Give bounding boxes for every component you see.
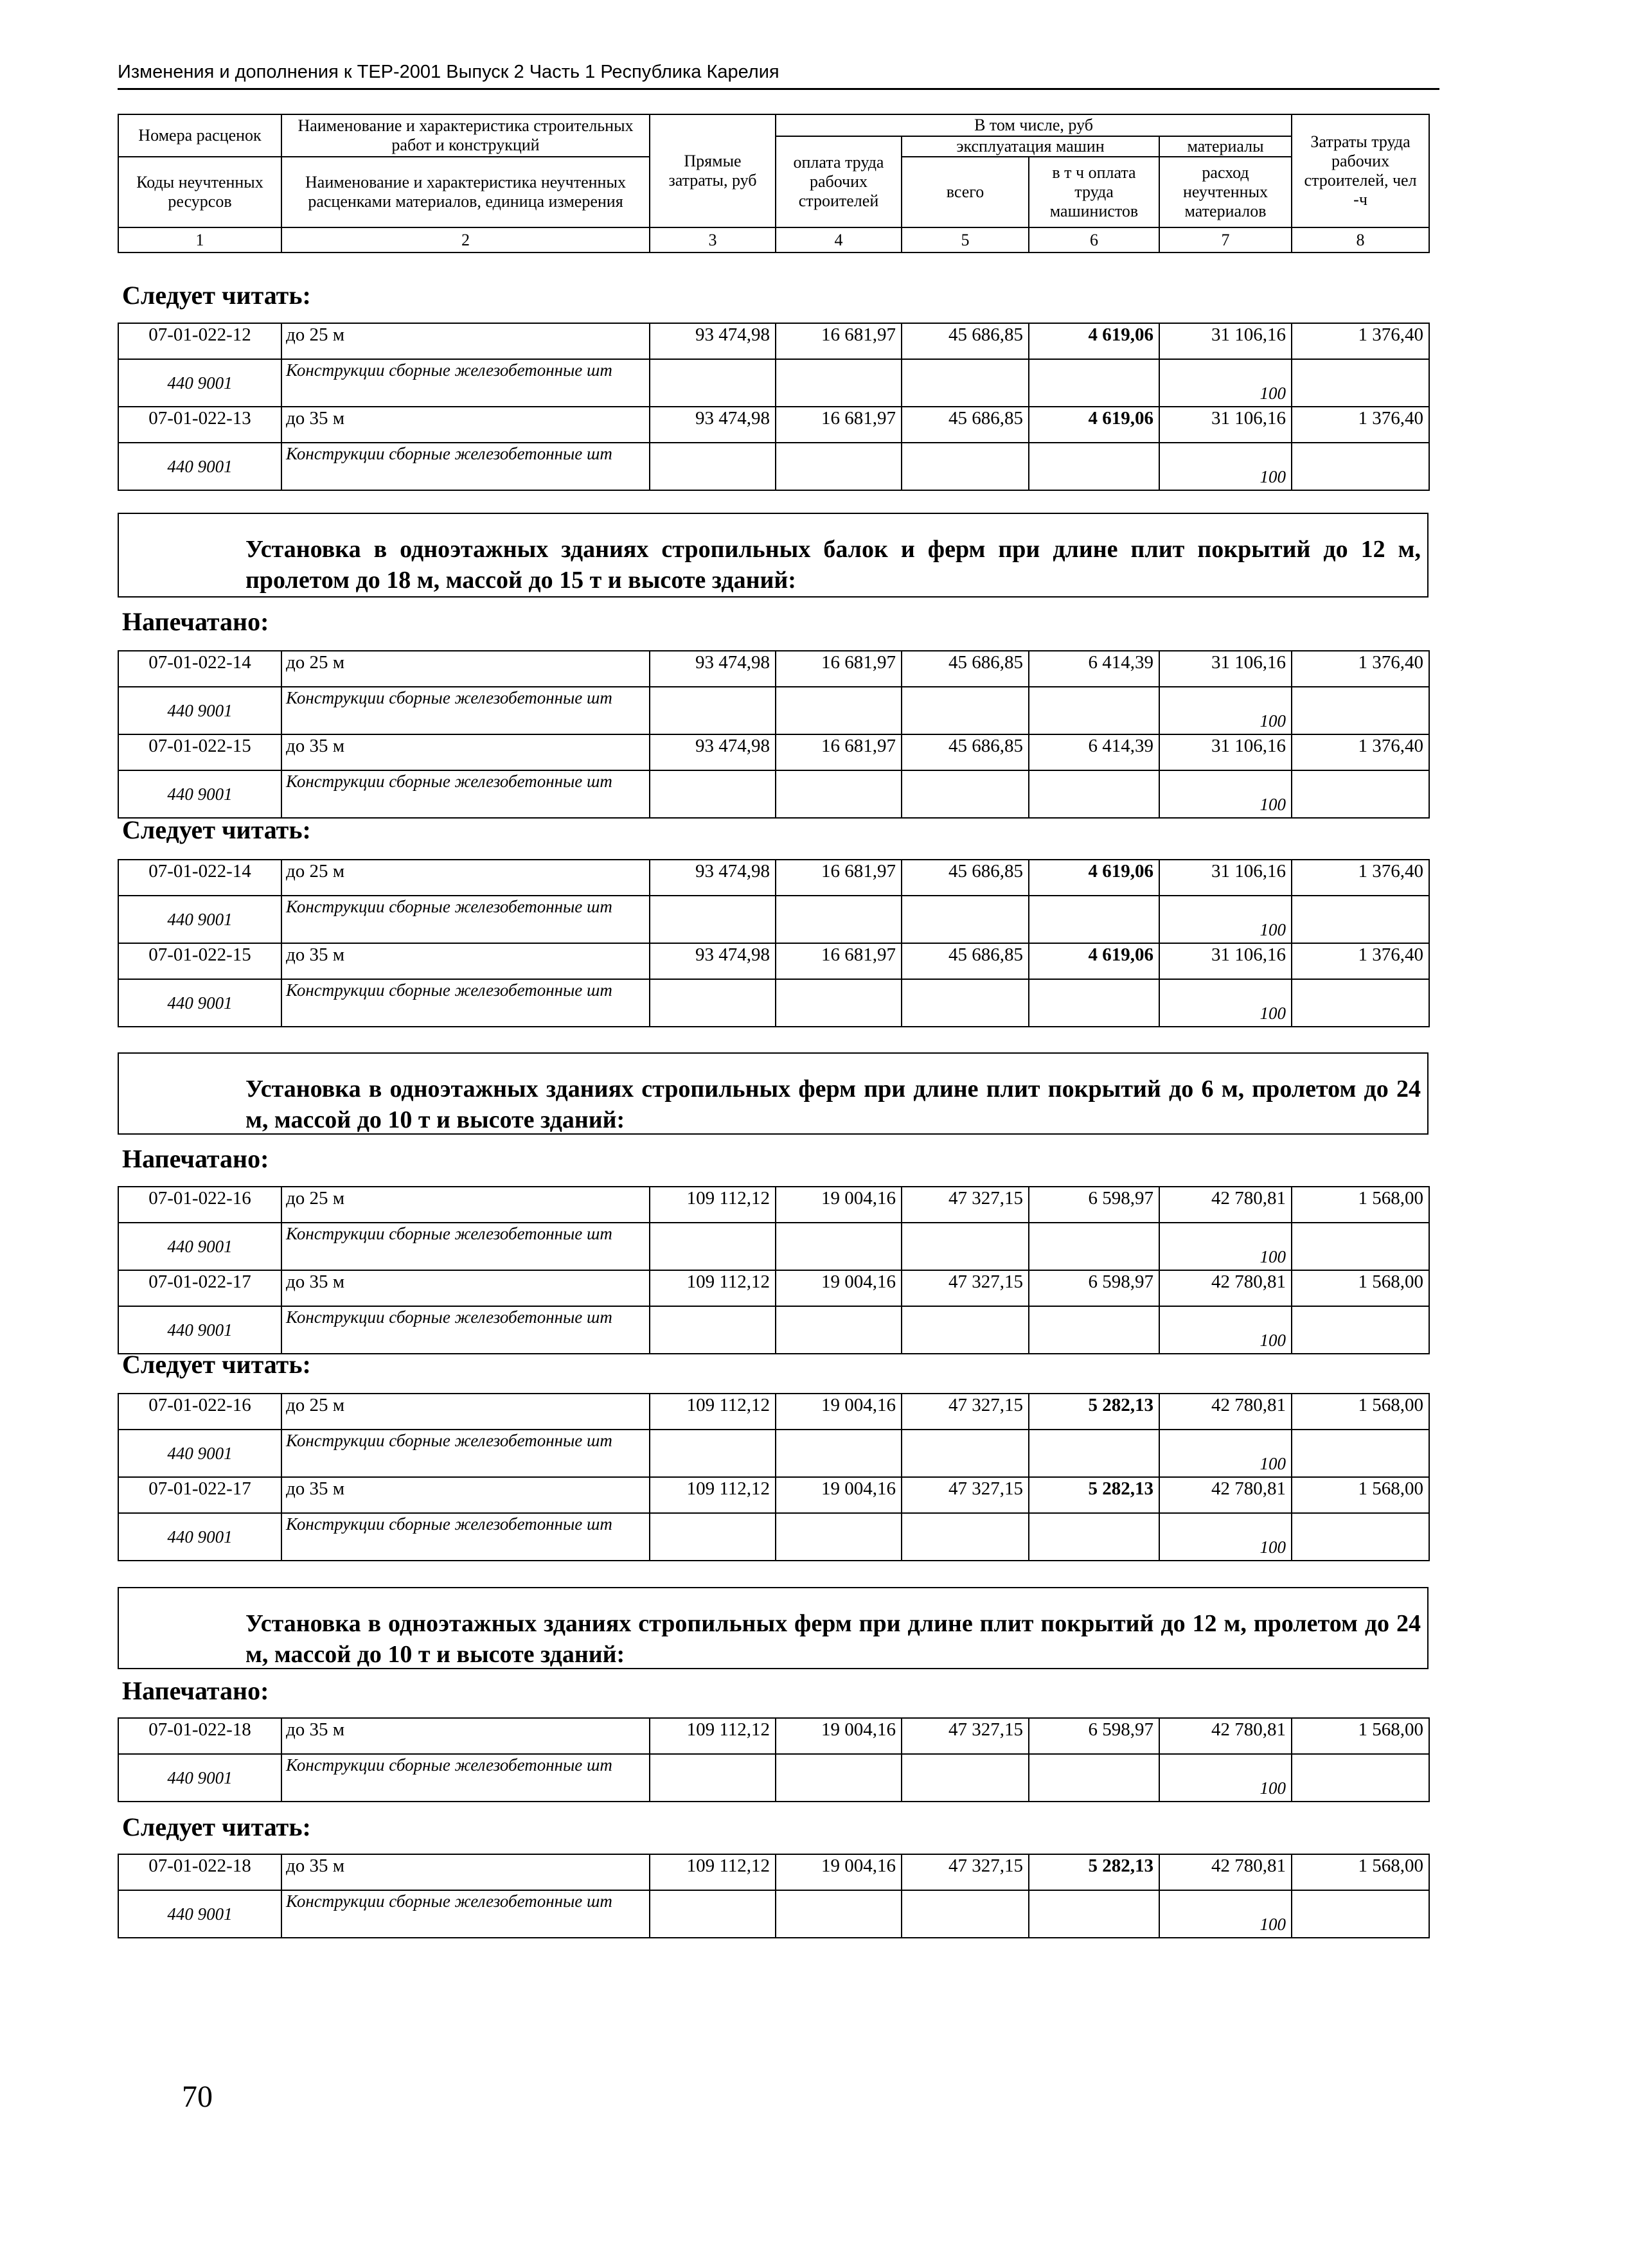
- rates-table: [118, 1717, 1430, 1802]
- work-name: до 35 м: [281, 1270, 650, 1306]
- table-row: [118, 1187, 1429, 1223]
- table-row: [118, 943, 1429, 979]
- machinists-pay: 4 619,06: [1029, 860, 1159, 896]
- empty-cell: [1029, 1890, 1159, 1938]
- empty-cell: [902, 1754, 1029, 1802]
- resource-quantity: 100: [1159, 1890, 1292, 1938]
- work-name: до 25 м: [281, 651, 650, 687]
- machinists-pay: 6 598,97: [1029, 1718, 1159, 1754]
- resource-code: 440 9001: [118, 687, 281, 734]
- resource-row: [118, 1430, 1429, 1477]
- empty-cell: [902, 1890, 1029, 1938]
- machines-total: 47 327,15: [902, 1477, 1029, 1513]
- labor-pay: 16 681,97: [776, 943, 902, 979]
- empty-cell: [776, 1754, 902, 1802]
- col-num: 3: [650, 227, 776, 252]
- labor-cost: 1 568,00: [1292, 1477, 1429, 1513]
- machines-total: 45 686,85: [902, 651, 1029, 687]
- col-materials: материалы: [1159, 136, 1292, 157]
- resource-quantity: 100: [1159, 687, 1292, 734]
- label-read-as: Следует читать:: [122, 1350, 311, 1379]
- col-rate-number: Номера расценок: [118, 114, 281, 157]
- labor-pay: 16 681,97: [776, 407, 902, 443]
- materials: 42 780,81: [1159, 1187, 1292, 1223]
- empty-cell: [1029, 1754, 1159, 1802]
- empty-cell: [1292, 1890, 1429, 1938]
- empty-cell: [902, 979, 1029, 1027]
- empty-cell: [1292, 359, 1429, 407]
- resource-code: 440 9001: [118, 443, 281, 490]
- labor-cost: 1 568,00: [1292, 1187, 1429, 1223]
- materials: 31 106,16: [1159, 323, 1292, 359]
- empty-cell: [776, 1513, 902, 1561]
- machinists-pay: 6 598,97: [1029, 1270, 1159, 1306]
- materials: 42 780,81: [1159, 1270, 1292, 1306]
- col-num: 4: [776, 227, 902, 252]
- col-num: 7: [1159, 227, 1292, 252]
- table-row: [118, 1854, 1429, 1890]
- resource-name: Конструкции сборные железобетонные шт: [281, 770, 650, 818]
- resource-name: Конструкции сборные железобетонные шт: [281, 1890, 650, 1938]
- empty-cell: [650, 979, 776, 1027]
- resource-quantity: 100: [1159, 443, 1292, 490]
- rates-table: [118, 859, 1430, 1027]
- machines-total: 47 327,15: [902, 1270, 1029, 1306]
- empty-cell: [1029, 359, 1159, 407]
- table-row: [118, 734, 1429, 770]
- work-name: до 35 м: [281, 407, 650, 443]
- empty-cell: [776, 770, 902, 818]
- machinists-pay: 4 619,06: [1029, 943, 1159, 979]
- resource-row: [118, 359, 1429, 407]
- col-machines-total: всего: [902, 157, 1029, 227]
- col-including: В том числе, руб: [776, 114, 1292, 136]
- label-read-as: Следует читать:: [122, 815, 311, 844]
- table-row: [118, 323, 1429, 359]
- labor-pay: 16 681,97: [776, 734, 902, 770]
- rate-code: 07-01-022-18: [118, 1854, 281, 1890]
- section-title: Установка в одноэтажных зданиях стропильных балок и ферм при длине плит покрытий до 12 м, пролетом до 18 м, массой до 15 т и высоте зданий:: [118, 513, 1429, 598]
- direct-cost: 109 112,12: [650, 1477, 776, 1513]
- empty-cell: [902, 1306, 1029, 1354]
- resource-row: [118, 896, 1429, 943]
- rate-code: 07-01-022-16: [118, 1394, 281, 1430]
- rate-code: 07-01-022-15: [118, 943, 281, 979]
- direct-cost: 93 474,98: [650, 860, 776, 896]
- materials: 42 780,81: [1159, 1718, 1292, 1754]
- work-name: до 35 м: [281, 734, 650, 770]
- empty-cell: [1292, 1754, 1429, 1802]
- resource-row: [118, 1890, 1429, 1938]
- rates-table: [118, 650, 1430, 819]
- empty-cell: [650, 1890, 776, 1938]
- direct-cost: 93 474,98: [650, 323, 776, 359]
- resource-code: 440 9001: [118, 1430, 281, 1477]
- direct-cost: 93 474,98: [650, 943, 776, 979]
- section-title: Установка в одноэтажных зданиях стропильных ферм при длине плит покрытий до 12 м, пролетом до 24 м, массой до 10 т и высоте зданий:: [118, 1587, 1429, 1669]
- labor-pay: 19 004,16: [776, 1187, 902, 1223]
- machinists-pay: 5 282,13: [1029, 1854, 1159, 1890]
- col-num: 5: [902, 227, 1029, 252]
- running-header: Изменения и дополнения к ТЕР-2001 Выпуск 2 Часть 1 Республика Карелия: [118, 62, 779, 82]
- col-num: 2: [281, 227, 650, 252]
- machinists-pay: 6 414,39: [1029, 734, 1159, 770]
- table-row: [118, 1718, 1429, 1754]
- resource-code: 440 9001: [118, 1513, 281, 1561]
- empty-cell: [776, 1306, 902, 1354]
- label-read-as: Следует читать:: [122, 1812, 311, 1841]
- labor-cost: 1 568,00: [1292, 1394, 1429, 1430]
- table-row: [118, 407, 1429, 443]
- labor-cost: 1 376,40: [1292, 323, 1429, 359]
- empty-cell: [902, 1223, 1029, 1270]
- label-read-as: Следует читать:: [122, 281, 311, 310]
- resource-name: Конструкции сборные железобетонные шт: [281, 1223, 650, 1270]
- rates-table: [118, 1854, 1430, 1938]
- labor-pay: 16 681,97: [776, 651, 902, 687]
- resource-name: Конструкции сборные железобетонные шт: [281, 896, 650, 943]
- rate-code: 07-01-022-14: [118, 651, 281, 687]
- col-num: 6: [1029, 227, 1159, 252]
- empty-cell: [1292, 1223, 1429, 1270]
- resource-name: Конструкции сборные железобетонные шт: [281, 359, 650, 407]
- resource-code: 440 9001: [118, 896, 281, 943]
- resource-row: [118, 1513, 1429, 1561]
- column-header-table: [118, 114, 1430, 253]
- empty-cell: [776, 443, 902, 490]
- col-labor-cost: Затраты труда рабочих строителей, чел -ч: [1292, 114, 1429, 227]
- resource-quantity: 100: [1159, 896, 1292, 943]
- materials: 31 106,16: [1159, 860, 1292, 896]
- materials: 31 106,16: [1159, 407, 1292, 443]
- rate-code: 07-01-022-13: [118, 407, 281, 443]
- resource-name: Конструкции сборные железобетонные шт: [281, 1513, 650, 1561]
- empty-cell: [650, 687, 776, 734]
- resource-row: [118, 770, 1429, 818]
- direct-cost: 109 112,12: [650, 1187, 776, 1223]
- rate-code: 07-01-022-14: [118, 860, 281, 896]
- empty-cell: [1029, 687, 1159, 734]
- empty-cell: [902, 359, 1029, 407]
- empty-cell: [1029, 896, 1159, 943]
- labor-cost: 1 568,00: [1292, 1718, 1429, 1754]
- machinists-pay: 5 282,13: [1029, 1477, 1159, 1513]
- direct-cost: 109 112,12: [650, 1854, 776, 1890]
- labor-pay: 16 681,97: [776, 323, 902, 359]
- resource-name: Конструкции сборные железобетонные шт: [281, 1754, 650, 1802]
- resource-quantity: 100: [1159, 1306, 1292, 1354]
- resource-code: 440 9001: [118, 979, 281, 1027]
- work-name: до 25 м: [281, 1187, 650, 1223]
- machinists-pay: 6 598,97: [1029, 1187, 1159, 1223]
- col-labor-pay: оплата труда рабочих строителей: [776, 136, 902, 227]
- resource-row: [118, 1754, 1429, 1802]
- empty-cell: [1029, 1513, 1159, 1561]
- empty-cell: [902, 443, 1029, 490]
- machines-total: 45 686,85: [902, 407, 1029, 443]
- empty-cell: [902, 687, 1029, 734]
- empty-cell: [902, 1513, 1029, 1561]
- table-row: [118, 860, 1429, 896]
- empty-cell: [650, 1754, 776, 1802]
- direct-cost: 93 474,98: [650, 734, 776, 770]
- table-row: [118, 1270, 1429, 1306]
- labor-cost: 1 376,40: [1292, 651, 1429, 687]
- rate-code: 07-01-022-16: [118, 1187, 281, 1223]
- labor-cost: 1 376,40: [1292, 734, 1429, 770]
- empty-cell: [1292, 443, 1429, 490]
- labor-pay: 19 004,16: [776, 1477, 902, 1513]
- resource-name: Конструкции сборные железобетонные шт: [281, 1306, 650, 1354]
- rate-code: 07-01-022-15: [118, 734, 281, 770]
- resource-quantity: 100: [1159, 1513, 1292, 1561]
- machines-total: 45 686,85: [902, 943, 1029, 979]
- machinists-pay: 5 282,13: [1029, 1394, 1159, 1430]
- materials: 31 106,16: [1159, 651, 1292, 687]
- labor-pay: 16 681,97: [776, 860, 902, 896]
- machines-total: 47 327,15: [902, 1854, 1029, 1890]
- header-rule: [118, 88, 1439, 90]
- direct-cost: 109 112,12: [650, 1270, 776, 1306]
- empty-cell: [650, 896, 776, 943]
- machines-total: 47 327,15: [902, 1718, 1029, 1754]
- col-num: 1: [118, 227, 281, 252]
- resource-name: Конструкции сборные железобетонные шт: [281, 1430, 650, 1477]
- empty-cell: [1292, 1306, 1429, 1354]
- rates-table: [118, 1186, 1430, 1354]
- empty-cell: [1292, 1513, 1429, 1561]
- col-work-name: Наименование и характеристика строительных работ и конструкций: [281, 114, 650, 157]
- resource-row: [118, 687, 1429, 734]
- empty-cell: [776, 979, 902, 1027]
- resource-code: 440 9001: [118, 1890, 281, 1938]
- work-name: до 35 м: [281, 1718, 650, 1754]
- materials: 42 780,81: [1159, 1477, 1292, 1513]
- resource-code: 440 9001: [118, 770, 281, 818]
- empty-cell: [902, 896, 1029, 943]
- labor-cost: 1 568,00: [1292, 1270, 1429, 1306]
- work-name: до 25 м: [281, 1394, 650, 1430]
- label-printed: Напечатано:: [122, 1676, 269, 1705]
- machines-total: 47 327,15: [902, 1187, 1029, 1223]
- empty-cell: [1029, 1306, 1159, 1354]
- resource-name: Конструкции сборные железобетонные шт: [281, 979, 650, 1027]
- direct-cost: 109 112,12: [650, 1718, 776, 1754]
- work-name: до 35 м: [281, 1854, 650, 1890]
- empty-cell: [1029, 979, 1159, 1027]
- direct-cost: 93 474,98: [650, 651, 776, 687]
- materials: 31 106,16: [1159, 943, 1292, 979]
- resource-quantity: 100: [1159, 1223, 1292, 1270]
- col-resource-name: Наименование и характеристика неучтенных расценками материалов, единица измерения: [281, 157, 650, 227]
- rate-code: 07-01-022-18: [118, 1718, 281, 1754]
- materials: 42 780,81: [1159, 1394, 1292, 1430]
- resource-code: 440 9001: [118, 1754, 281, 1802]
- empty-cell: [650, 359, 776, 407]
- resource-row: [118, 1306, 1429, 1354]
- resource-row: [118, 443, 1429, 490]
- label-printed: Напечатано:: [122, 1144, 269, 1173]
- labor-cost: 1 568,00: [1292, 1854, 1429, 1890]
- direct-cost: 93 474,98: [650, 407, 776, 443]
- labor-pay: 19 004,16: [776, 1270, 902, 1306]
- empty-cell: [650, 1513, 776, 1561]
- resource-row: [118, 979, 1429, 1027]
- resource-quantity: 100: [1159, 1430, 1292, 1477]
- empty-cell: [902, 770, 1029, 818]
- resource-quantity: 100: [1159, 1754, 1292, 1802]
- labor-pay: 19 004,16: [776, 1718, 902, 1754]
- col-resource-code: Коды неучтенных ресурсов: [118, 157, 281, 227]
- empty-cell: [776, 1430, 902, 1477]
- machines-total: 47 327,15: [902, 1394, 1029, 1430]
- work-name: до 25 м: [281, 860, 650, 896]
- resource-name: Конструкции сборные железобетонные шт: [281, 443, 650, 490]
- resource-code: 440 9001: [118, 359, 281, 407]
- labor-cost: 1 376,40: [1292, 860, 1429, 896]
- empty-cell: [1029, 1223, 1159, 1270]
- col-num: 8: [1292, 227, 1429, 252]
- empty-cell: [776, 687, 902, 734]
- machinists-pay: 6 414,39: [1029, 651, 1159, 687]
- machinists-pay: 4 619,06: [1029, 407, 1159, 443]
- machines-total: 45 686,85: [902, 734, 1029, 770]
- table-row: [118, 1394, 1429, 1430]
- empty-cell: [650, 770, 776, 818]
- empty-cell: [776, 896, 902, 943]
- labor-cost: 1 376,40: [1292, 943, 1429, 979]
- empty-cell: [1292, 770, 1429, 818]
- rate-code: 07-01-022-17: [118, 1477, 281, 1513]
- empty-cell: [1292, 896, 1429, 943]
- work-name: до 35 м: [281, 943, 650, 979]
- labor-pay: 19 004,16: [776, 1394, 902, 1430]
- section-title: Установка в одноэтажных зданиях стропильных ферм при длине плит покрытий до 6 м, пролетом до 24 м, массой до 10 т и высоте зданий:: [118, 1052, 1429, 1135]
- resource-code: 440 9001: [118, 1223, 281, 1270]
- col-machines: эксплуатация машин: [902, 136, 1159, 157]
- empty-cell: [776, 359, 902, 407]
- empty-cell: [650, 443, 776, 490]
- resource-quantity: 100: [1159, 359, 1292, 407]
- table-row: [118, 1477, 1429, 1513]
- labor-pay: 19 004,16: [776, 1854, 902, 1890]
- col-machinists-pay: в т ч оплата труда машинистов: [1029, 157, 1159, 227]
- resource-code: 440 9001: [118, 1306, 281, 1354]
- materials: 31 106,16: [1159, 734, 1292, 770]
- rate-code: 07-01-022-17: [118, 1270, 281, 1306]
- empty-cell: [1029, 770, 1159, 818]
- direct-cost: 109 112,12: [650, 1394, 776, 1430]
- page-number: 70: [182, 2080, 213, 2114]
- empty-cell: [1292, 687, 1429, 734]
- rate-code: 07-01-022-12: [118, 323, 281, 359]
- rates-table: [118, 323, 1430, 491]
- empty-cell: [650, 1306, 776, 1354]
- materials: 42 780,81: [1159, 1854, 1292, 1890]
- empty-cell: [776, 1890, 902, 1938]
- empty-cell: [650, 1223, 776, 1270]
- resource-row: [118, 1223, 1429, 1270]
- label-printed: Напечатано:: [122, 607, 269, 636]
- empty-cell: [650, 1430, 776, 1477]
- labor-cost: 1 376,40: [1292, 407, 1429, 443]
- machinists-pay: 4 619,06: [1029, 323, 1159, 359]
- empty-cell: [1029, 443, 1159, 490]
- table-row: [118, 651, 1429, 687]
- resource-quantity: 100: [1159, 770, 1292, 818]
- empty-cell: [1029, 1430, 1159, 1477]
- empty-cell: [776, 1223, 902, 1270]
- resource-name: Конструкции сборные железобетонные шт: [281, 687, 650, 734]
- empty-cell: [902, 1430, 1029, 1477]
- machines-total: 45 686,85: [902, 323, 1029, 359]
- col-direct-cost: Прямые затраты, руб: [650, 114, 776, 227]
- machines-total: 45 686,85: [902, 860, 1029, 896]
- resource-quantity: 100: [1159, 979, 1292, 1027]
- empty-cell: [1292, 979, 1429, 1027]
- empty-cell: [1292, 1430, 1429, 1477]
- work-name: до 25 м: [281, 323, 650, 359]
- col-material-use: расход неучтенных материалов: [1159, 157, 1292, 227]
- work-name: до 35 м: [281, 1477, 650, 1513]
- rates-table: [118, 1393, 1430, 1561]
